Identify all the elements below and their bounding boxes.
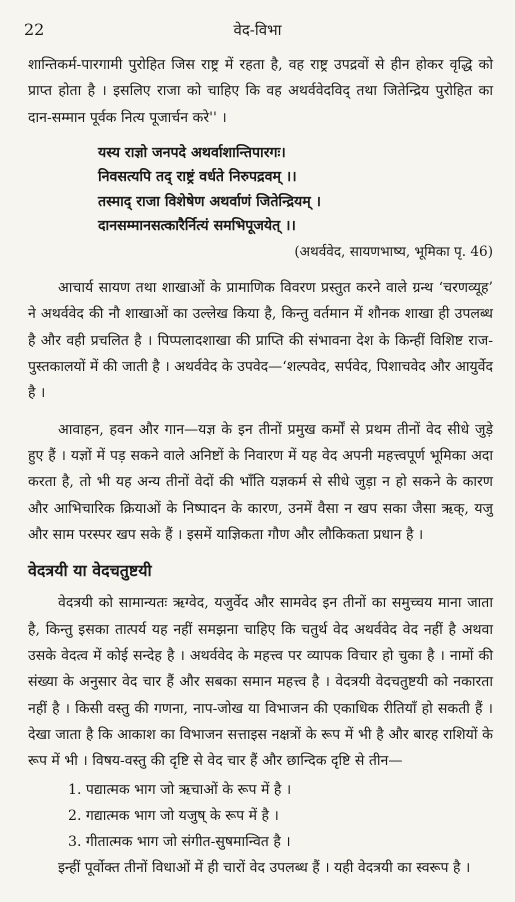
list-item: 1. पद्यात्मक भाग जो ऋचाओं के रूप में है । bbox=[68, 781, 292, 798]
verse-line: निवसत्यपि तद् राष्ट्रं वर्धते निरुपद्रवम् ।। bbox=[98, 169, 297, 186]
list-item: 2. गद्यात्मक भाग जो यजुष् के रूप में है । bbox=[68, 807, 279, 824]
page-header bbox=[20, 20, 495, 46]
paragraph-yajna: आवाहन, हवन और गान—यज्ञ के इन तीनों प्रमुख कर्मों से प्रथम तीनों वेद सीधे जुड़े हुए हैं । यज्ञों में पड़ सकने वाले अनिष्टों के निवारण में यह वेद अपनी महत्त्वपूर्ण भूमिका अदा करता है, तो भी यह अन्य तीनों वेदों की भाँति यज्ञकर्म से सीधे जुड़ा न हो सकने के कारण और आभिचारिक क्रियाओं के निष्पादन के कारण, उनमें वैसा न खप सका जैसा ऋक्, यजु और साम परस्पर खप सके हैं । इसमें याज्ञिकता गौण और लौकिकता प्रधान है । bbox=[28, 421, 493, 543]
paragraph-continued: शान्तिकर्म-पारगामी पुरोहित जिस राष्ट्र में रहता है, वह राष्ट्र उपद्रवों से हीन होकर वृद्धि को प्राप्त होता है । इसलिए राजा को चाहिए कि वह अथर्ववेदविद् तथा जितेन्द्रिय पुरोहित का दान-सम्मान पूर्वक नित्य पूजार्चन करे'' । bbox=[28, 57, 493, 126]
paragraph-vedatrayi: वेदत्रयी को सामान्यतः ऋग्वेद, यजुर्वेद और सामवेद इन तीनों का समुच्चय माना जाता है, किन्तु इसका तात्पर्य यह नहीं समझना चाहिए कि चतुर्थ वेद अथर्ववेद वेद नहीं है अथवा उसके वेदत्व में कोई सन्देह है । अथर्ववेद के महत्त्व पर व्यापक विचार हो चुका है । नामों की संख्या के अनुसार वेद चार हैं और सबका समान महत्त्व है । वेदत्रयी वेदचतुष्टयी को नकारता नहीं है । किसी वस्तु की गणना, नाप-जोख या विभाजन की एकाधिक रीतियाँ हो सकती हैं । देखा जाता है कि आकाश का विभाजन सत्ताइस नक्षत्रों के रूप में भी है और बारह राशियों के रूप में भी । विषय-वस्तु की दृष्टि से वेद चार हैं और छान्दिक दृष्टि से तीन— bbox=[28, 595, 493, 770]
list-item: 3. गीतात्मक भाग जो संगीत-सुषमान्वित है । bbox=[68, 834, 291, 851]
page-number: 22 bbox=[24, 20, 45, 39]
numbered-list bbox=[68, 777, 493, 856]
verse-line: तस्माद् राजा विशेषेण अथर्वाणं जितेन्द्रियम् । bbox=[98, 193, 322, 210]
paragraph-conclusion: इन्हीं पूर्वोक्त तीनों विधाओं में ही चारों वेद उपलब्ध हैं । यही वेदत्रयी का स्वरूप है । bbox=[58, 860, 471, 877]
verse-line: यस्य राज्ञो जनपदे अथर्वाशान्तिपारगः। bbox=[98, 144, 286, 161]
sanskrit-verse bbox=[98, 141, 493, 239]
verse-citation: (अथर्ववेद, सायणभाष्य, भूमिका पृ. 46) bbox=[294, 243, 493, 260]
verse-line: दानसम्मानसत्कारैर्नित्यं समभिपूजयेत् ।। bbox=[98, 218, 296, 235]
running-title: वेद-विभा bbox=[233, 21, 282, 39]
page-body bbox=[28, 52, 493, 882]
section-heading: वेदत्रयी या वेदचतुष्टयी bbox=[28, 561, 152, 581]
paragraph-shakhas: आचार्य सायण तथा शाखाओं के प्रामाणिक विवरण प्रस्तुत करने वाले ग्रन्थ ‘चरणव्यूह’ ने अथर्ववेद की नौ शाखाओं का उल्लेख किया है, किन्तु वर्तमान में शौनक शाखा ही उपलब्ध है और वही प्रचलित है । पिप्पलादशाखा की प्राप्ति की संभावना देश के किन्हीं विशिष्ट राज-पुस्तकालयों में की जाती है । अथर्ववेद के उपवेद—‘शल्पवेद, सर्पवेद, पिशाचवेद और आयुर्वेद है । bbox=[28, 280, 493, 402]
